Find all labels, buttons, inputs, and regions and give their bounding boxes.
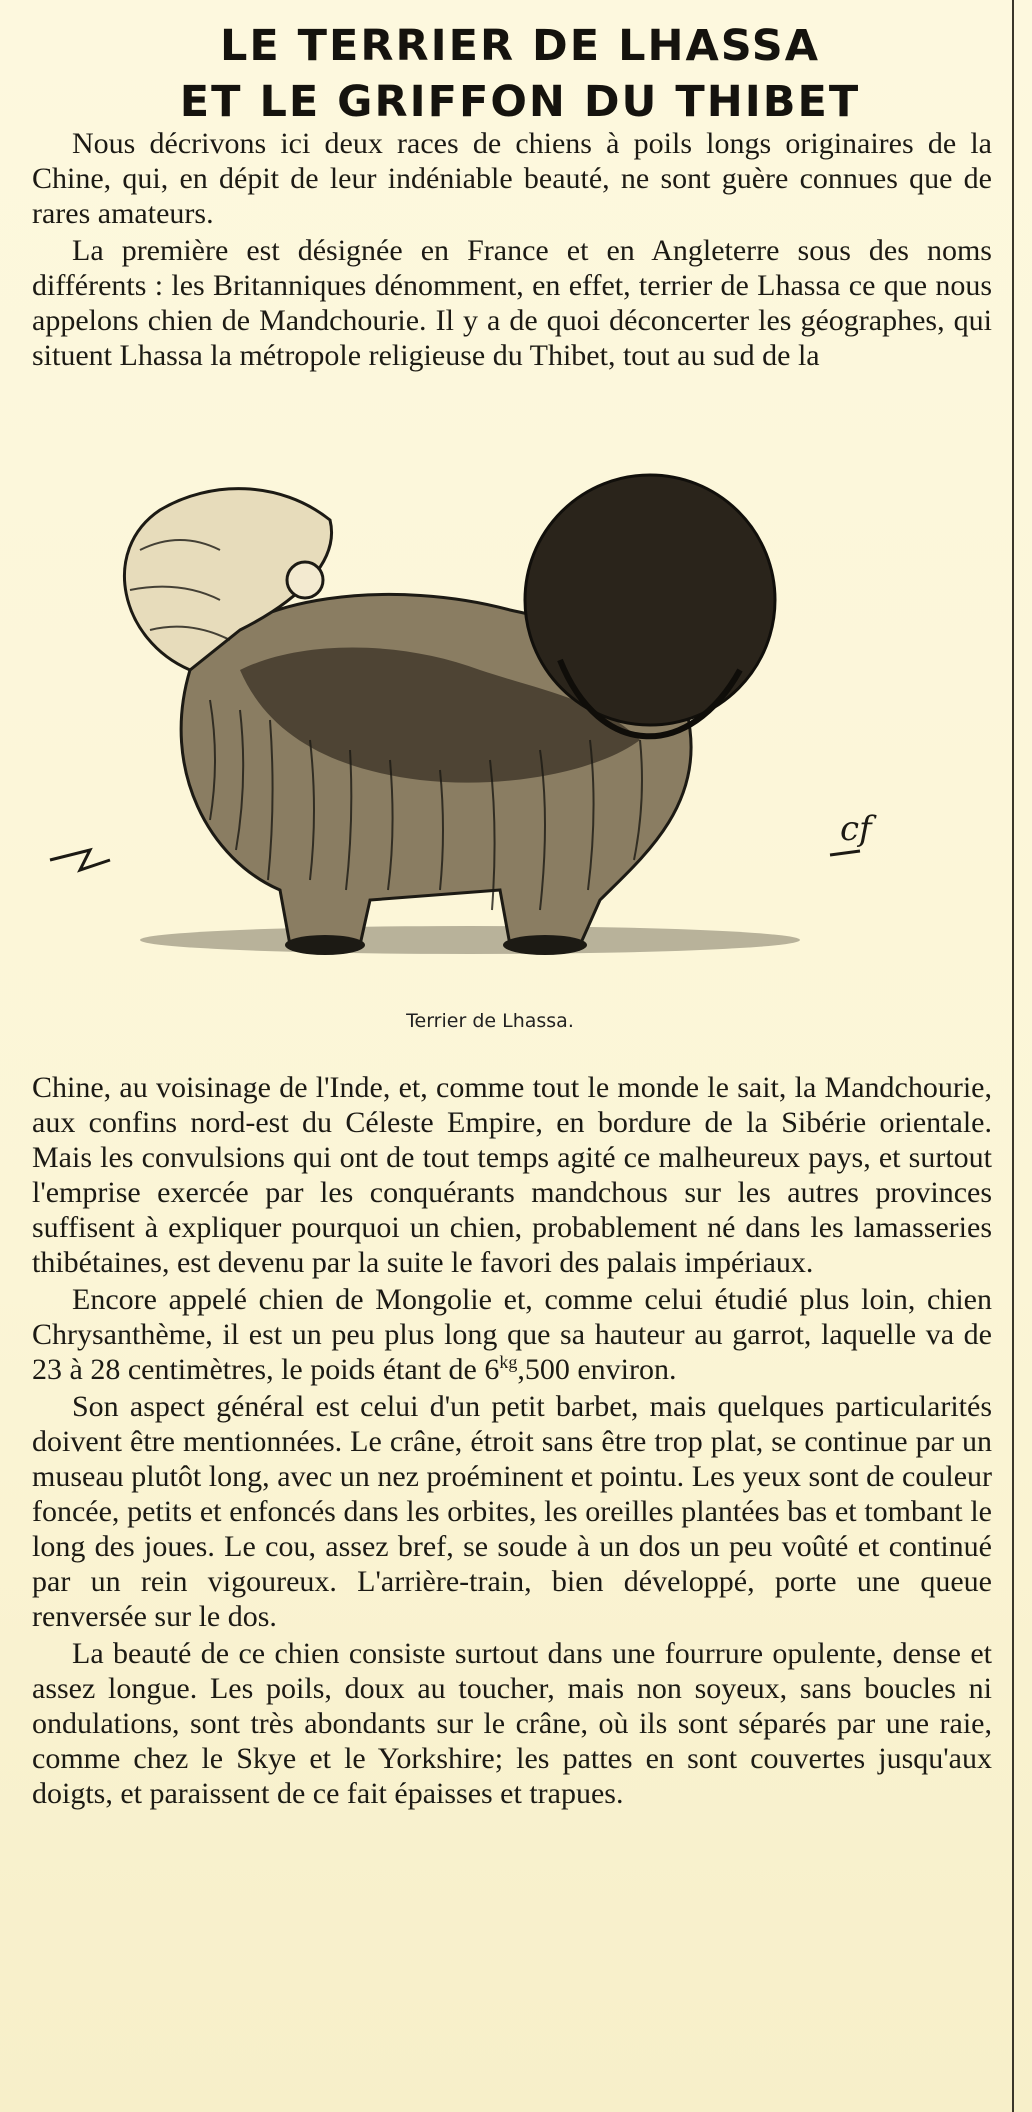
dog-illustration bbox=[40, 440, 900, 1000]
paragraph-3: Chine, au voisinage de l'Inde, et, comme tout le monde le sait, la Mandchourie, aux confins nord-est du Céleste Empire, en bordure de la Sibérie orientale. Mais les convulsions qui ont de tout temps agité ce malheureux pays, et surtout l'emprise exercée par les conquérants mandchous sur les autres provinces suffisent à expliquer pourquoi un chien, probablement né dans les lamasseries thibétaines, est devenu par la suite le favori des palais impériaux. bbox=[32, 1071, 992, 1279]
title-line-2: ET LE GRIFFON DU THIBET bbox=[179, 77, 861, 127]
article-text-top bbox=[32, 126, 992, 373]
artist-signature: cf bbox=[840, 809, 872, 849]
lhasa-terrier-drawing bbox=[40, 440, 900, 1000]
paragraph-1: Nous décrivons ici deux races de chiens à poils longs originaires de la Chine, qui, en dépit de leur indéniable beauté, ne sont guère connues que de rares amateurs. bbox=[32, 127, 992, 230]
paragraph-4-end: ,500 environ. bbox=[517, 1353, 677, 1386]
paragraph-5: Son aspect général est celui d'un petit barbet, mais quelques particularités doivent être mentionnées. Le crâne, étroit sans être trop plat, se continue par un museau plutôt long, avec un nez proéminent et pointu. Les yeux sont de couleur foncée, petits et enfoncés dans les orbites, les oreilles plantées bas et tombant le long des joues. Le cou, assez bref, se soude à un dos un peu voûté et continué par un rein vigoureux. L'arrière-train, bien développé, porte une queue renversée sur le dos. bbox=[32, 1390, 992, 1633]
paragraph-4-text: Encore appelé chien de Mongolie et, comme celui étudié plus loin, chien Chrysanthème, il est un peu plus long que sa hauteur au garrot, laquelle va de 23 à 28 centimètres, le poids étant de 6 bbox=[32, 1283, 992, 1386]
paragraph-2: La première est désignée en France et en Angleterre sous des noms différents : les Britanniques dénomment, en effet, terrier de Lhassa ce que nous appelons chien de Mandchourie. Il y a de quoi déconcerter les géographes, qui situent Lhassa la métropole religieuse du Thibet, tout au sud de la bbox=[32, 234, 992, 372]
paragraph-6: La beauté de ce chien consiste surtout dans une fourrure opulente, dense et assez longue. Les poils, doux au toucher, mais non soyeux, sans boucles ni ondulations, sont très abondants sur le crâne, où ils sont séparés par une raie, comme chez le Skye et le Yorkshire; les pattes en sont couvertes jusqu'aux doigts, et paraissent de ce fait épaisses et trapues. bbox=[32, 1637, 992, 1810]
article-title bbox=[40, 18, 1000, 130]
article-text-bottom bbox=[32, 1070, 992, 1811]
column-rule bbox=[1012, 0, 1014, 2112]
figure-caption: Terrier de Lhassa. bbox=[406, 1010, 574, 1032]
weight-unit: kg bbox=[499, 1352, 518, 1372]
title-line-1: LE TERRIER DE LHASSA bbox=[219, 21, 821, 71]
paragraph-4 bbox=[32, 1282, 992, 1387]
